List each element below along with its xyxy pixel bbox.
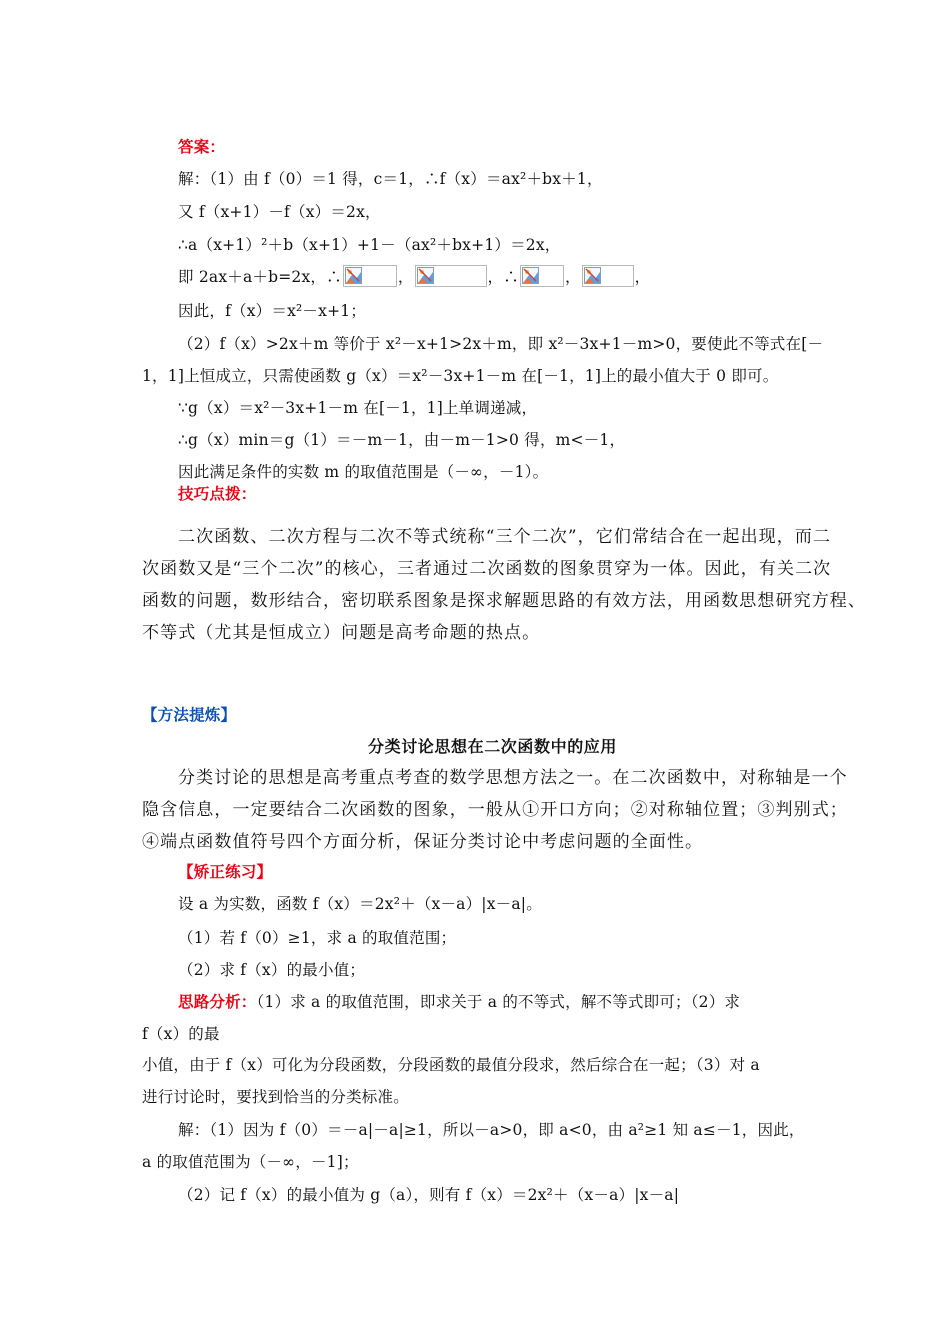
analysis-line: 进行讨论时，要找到恰当的分类标准。: [142, 1088, 409, 1106]
answer-line: ∴a（x+1）²＋b（x+1）+1－（ax²＋bx+1）＝2x，: [178, 236, 561, 254]
formula-image-icon: [415, 265, 487, 287]
formula-image-icon: [582, 265, 634, 287]
answer-line: ∴g（x）min＝g（1）＝－m－1，由－m－1>0 得，m<－1，: [178, 431, 626, 449]
solution-line: （2）记 f（x）的最小值为 g（a），则有 f（x）＝2x²＋（x－a）|x－a|: [178, 1186, 680, 1204]
answer-line-with-images: [178, 265, 650, 287]
method-line: ④端点函数值符号四个方面分析，保证分类讨论中考虑问题的全面性。: [142, 832, 704, 852]
answer-line: 1，1]上恒成立，只需使函数 g（x）＝x²－3x+1－m 在[－1，1]上的最小值大于 0 即可。: [142, 367, 779, 385]
analysis-text: （1）求 a 的取值范围，即求关于 a 的不等式，解不等式即可；（2）求: [256, 993, 741, 1011]
method-line: 隐含信息，一定要结合二次函数的图象，一般从①开口方向；②对称轴位置；③判别式；: [142, 800, 848, 820]
solution-line: 解：（1）因为 f（0）＝－a|－a|≥1，所以－a>0，即 a<0，由 a²≥1 知 a≤－1，因此，: [178, 1121, 805, 1139]
answer-line-sep: ，: [564, 268, 581, 286]
method-line: 分类讨论的思想是高考重点考查的数学思想方法之一。在二次函数中，对称轴是一个: [178, 768, 848, 788]
answer-line: 又 f（x+1）－f（x）＝2x，: [178, 203, 381, 221]
answer-line: 因此，f（x）＝x²－x+1；: [178, 302, 367, 320]
tips-line: 不等式（尤其是恒成立）问题是高考命题的热点。: [142, 623, 541, 643]
answer-line-mid: ，∴: [487, 268, 519, 286]
answer-label: 答案：: [178, 137, 226, 156]
tips-line: 函数的问题，数形结合，密切联系图象是探求解题思路的有效方法，用函数思想研究方程、: [142, 591, 866, 611]
practice-label: 【矫正练习】: [178, 862, 273, 881]
analysis-line: [178, 992, 740, 1012]
answer-line-sep: ，: [397, 268, 414, 286]
solution-line: a 的取值范围为（－∞，－1]；: [142, 1153, 359, 1171]
tips-label: 技巧点拨：: [178, 484, 257, 503]
method-title: 分类讨论思想在二次函数中的应用: [368, 737, 618, 756]
tips-line: 次函数又是“三个二次”的核心，三者通过二次函数的图象贯穿为一体。因此，有关二次: [142, 559, 832, 579]
analysis-label: 思路分析：: [178, 992, 257, 1011]
answer-line: （2）f（x）>2x＋m 等价于 x²－x+1>2x＋m，即 x²－3x+1－m>0，要使此不等式在[－: [178, 335, 824, 353]
analysis-line: f（x）的最: [142, 1025, 220, 1043]
answer-line: 因此满足条件的实数 m 的取值范围是（－∞，－1）。: [178, 463, 549, 481]
analysis-line: 小值，由于 f（x）可化为分段函数，分段函数的最值分段求，然后综合在一起；（3）对 a: [142, 1056, 760, 1074]
practice-line: （1）若 f（0）≥1，求 a 的取值范围；: [178, 929, 457, 947]
practice-line: 设 a 为实数，函数 f（x）＝2x²＋（x－a）|x－a|。: [178, 895, 542, 913]
answer-line: 解：（1）由 f（0）＝1 得，c＝1，∴f（x）＝ax²＋bx＋1，: [178, 170, 603, 188]
answer-line-end: ，: [634, 268, 651, 286]
formula-image-icon: [343, 265, 397, 287]
method-label: 【方法提炼】: [142, 705, 237, 724]
practice-line: （2）求 f（x）的最小值；: [178, 961, 366, 979]
answer-line: ∵g（x）＝x²－3x+1－m 在[－1，1]上单调递减，: [178, 399, 538, 417]
formula-image-icon: [520, 265, 564, 287]
answer-line-text: 即 2ax＋a＋b=2x，∴: [178, 268, 342, 286]
tips-line: 二次函数、二次方程与二次不等式统称“三个二次”，它们常结合在一起出现，而二: [178, 527, 832, 547]
